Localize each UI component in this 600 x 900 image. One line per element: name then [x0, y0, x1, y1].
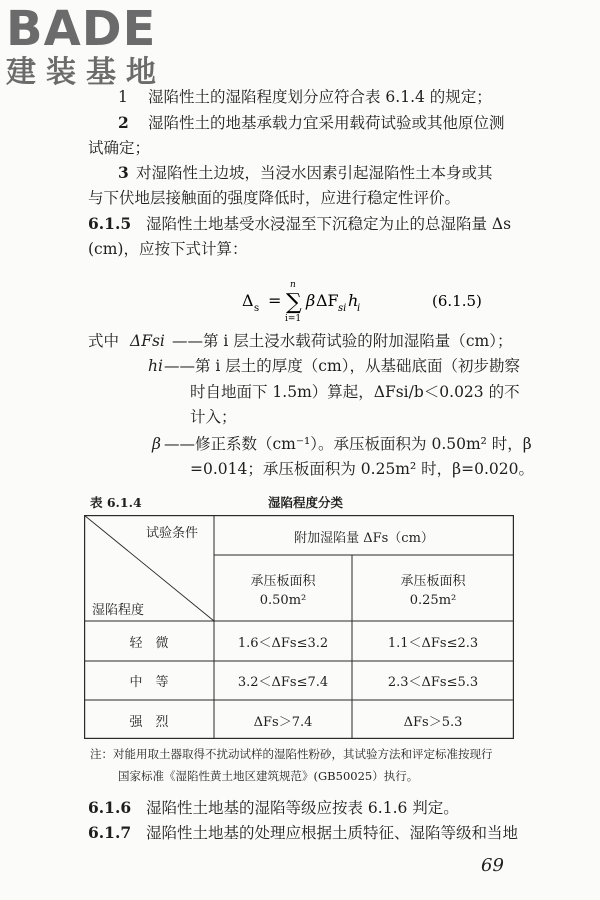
col1-header-line2: 0.50m² — [259, 593, 307, 608]
row-grade: 轻 微 — [129, 636, 169, 651]
formula-number: (6.1.5) — [432, 292, 482, 310]
row-cell-0.50: 3.2＜ΔFs≤7.4 — [237, 675, 329, 690]
logo-subtitle: 建装基地 — [6, 55, 166, 90]
def-3-symbol: β — [152, 435, 161, 453]
formula-h: h — [348, 291, 359, 310]
header-additional-collapse: 附加湿陷量 ΔFs（cm） — [294, 531, 434, 546]
formula-delta-f: ΔF — [316, 291, 339, 310]
col2-header-line1: 承压板面积 — [400, 574, 466, 589]
row-cell-0.50: 1.6＜ΔFs≤3.2 — [237, 636, 329, 651]
clause-3-number: 3 — [118, 163, 129, 182]
section-6-1-7-text: 湿陷性土地基的处理应根据土质特征、湿陷等级和当地 — [146, 824, 519, 842]
row-grade: 中 等 — [129, 675, 169, 690]
formula-lhs: Δ — [242, 291, 254, 310]
def-3-text: ——修正系数（cm⁻¹）。承压板面积为 0.50m² 时，β — [164, 435, 532, 453]
def-2-text-cont: 时自地面下 1.5m）算起，ΔFsi/b＜0.023 的不 — [190, 383, 520, 401]
def-2-text: ——第 i 层土的厚度（cm），从基础底面（初步勘察 — [164, 357, 520, 375]
table-note-line1: 注：对能用取土器取得不扰动试样的湿陷性粉砂，其试验方法和评定标准按现行 — [90, 747, 493, 761]
section-6-1-6-text: 湿陷性土地基的湿陷等级应按表 6.1.6 判定。 — [146, 799, 459, 817]
table-note-line2: 国家标准《湿陷性黄土地区建筑规范》(GB50025）执行。 — [118, 769, 419, 783]
table-grid — [84, 515, 514, 739]
section-6-1-5-text: 湿陷性土地基受水浸湿至下沉稳定为止的总湿陷量 Δs — [146, 215, 512, 233]
clause-1-text: 湿陷性土的湿陷程度划分应符合表 6.1.4 的规定； — [148, 88, 492, 106]
corner-header-test-condition: 试验条件 — [146, 526, 199, 541]
table-title: 湿陷程度分类 — [268, 495, 344, 510]
table-label: 表 6.1.4 — [90, 495, 142, 510]
formula-sum-top: n — [290, 280, 296, 290]
col1-header-line1: 承压板面积 — [250, 574, 316, 589]
clause-1-number: 1 — [118, 88, 128, 106]
def-2-text-cont2: 计入； — [190, 408, 237, 426]
row-cell-0.50: ΔFs＞7.4 — [253, 715, 313, 730]
page-number: 69 — [481, 855, 504, 876]
def-1-text: ——第 i 层土浸水载荷试验的附加湿陷量（cm）； — [172, 332, 513, 350]
row-grade: 强 烈 — [129, 715, 169, 730]
def-2-symbol: hi — [148, 357, 163, 375]
defs-intro: 式中 — [88, 332, 120, 350]
section-6-1-5-text-cont: (cm)，应按下式计算： — [88, 240, 248, 258]
clause-2-text: 湿陷性土的地基承载力宜采用载荷试验或其他原位测 — [148, 114, 505, 132]
formula-f-sub: si — [338, 303, 347, 314]
row-cell-0.25: ΔFs＞5.3 — [403, 715, 463, 730]
row-cell-0.25: 2.3＜ΔFs≤5.3 — [387, 675, 479, 690]
col2-header-line2: 0.25m² — [409, 593, 457, 608]
corner-header-degree: 湿陷程度 — [92, 603, 145, 618]
formula-lhs-sub: s — [254, 303, 260, 314]
formula-beta: β — [306, 291, 316, 310]
section-6-1-6-number: 6.1.6 — [88, 798, 132, 817]
formula-svg — [242, 280, 492, 322]
row-cell-0.25: 1.1＜ΔFs≤2.3 — [387, 636, 479, 651]
def-1-symbol: ΔFsi — [130, 332, 165, 350]
section-6-1-5-number: 6.1.5 — [88, 214, 132, 233]
section-6-1-7-number: 6.1.7 — [88, 823, 132, 842]
clause-3-text-cont: 与下伏地层接触面的强度降低时，应进行稳定性评价。 — [88, 189, 461, 207]
logo-wordmark: BADE — [6, 1, 157, 57]
formula-sum-bottom: i=1 — [285, 314, 302, 324]
formula-equals: = — [268, 291, 282, 310]
collapsibility-table — [84, 515, 514, 739]
formula-6-1-5 — [242, 280, 492, 322]
clause-2-number: 2 — [118, 113, 129, 132]
clause-2-text-cont: 试确定； — [88, 139, 151, 157]
def-3-text-cont: =0.014；承压板面积为 0.25m² 时，β=0.020。 — [190, 460, 534, 478]
formula-sigma: ∑ — [286, 290, 302, 315]
logo — [6, 1, 176, 90]
clause-3-text: 对湿陷性土边坡，当浸水因素引起湿陷性土本身或其 — [136, 164, 493, 182]
formula-h-sub: i — [357, 303, 361, 314]
